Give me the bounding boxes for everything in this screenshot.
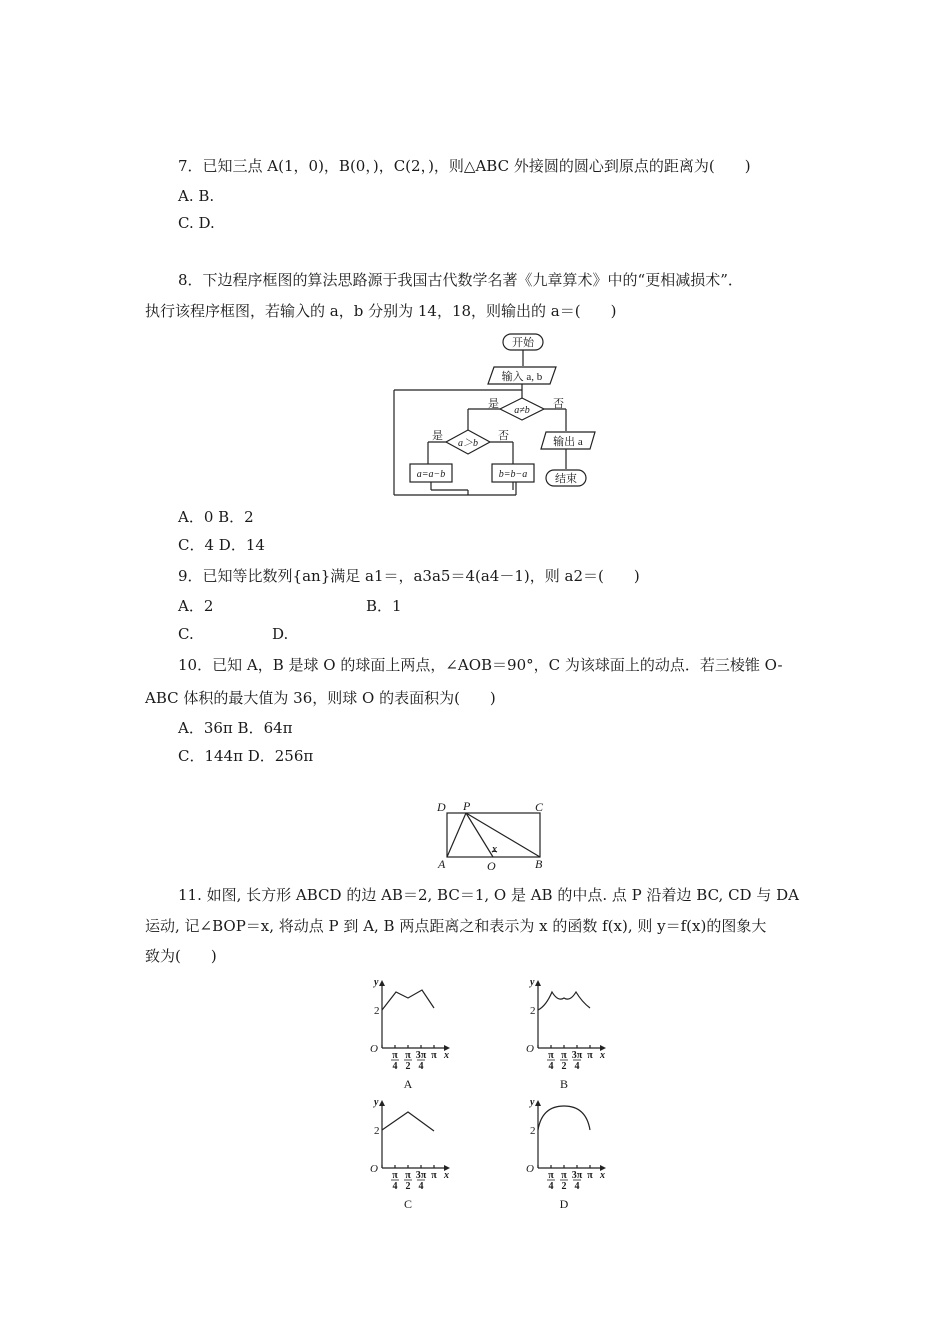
x-tick-label-numerator: π bbox=[405, 1050, 411, 1061]
x-tick-label-numerator: π bbox=[548, 1050, 554, 1061]
flow-yes-label-2: 是 bbox=[432, 430, 443, 442]
x-tick-label-numerator: π bbox=[561, 1050, 567, 1061]
rectangle-figure bbox=[434, 798, 554, 874]
x-tick-label-denominator: 2 bbox=[405, 1061, 411, 1072]
flow-yes-label-1: 是 bbox=[488, 398, 499, 410]
x-tick-label-pi: π bbox=[431, 1050, 437, 1061]
x-tick-label-denominator: 2 bbox=[405, 1181, 411, 1192]
x-axis-label: x bbox=[600, 1170, 605, 1181]
segment-ap bbox=[447, 813, 466, 857]
y-axis-label: y bbox=[374, 977, 379, 988]
y-tick-label-2: 2 bbox=[530, 1005, 536, 1017]
y-tick-label-2: 2 bbox=[530, 1125, 536, 1137]
graph-option-d bbox=[522, 1098, 612, 1210]
graph-option-a bbox=[366, 978, 456, 1090]
function-curve bbox=[382, 1112, 434, 1131]
y-axis-arrow bbox=[379, 1100, 385, 1106]
label-c: C bbox=[535, 800, 544, 814]
segment-pb bbox=[466, 813, 540, 857]
origin-label: O bbox=[526, 1163, 534, 1175]
x-axis-label: x bbox=[444, 1050, 449, 1061]
flow-cond1-text: a≠b bbox=[514, 405, 530, 416]
q8-options-ab: A．0 B．2 bbox=[178, 508, 254, 526]
y-axis-arrow bbox=[379, 980, 385, 986]
label-a: A bbox=[438, 857, 446, 871]
graph-caption: B bbox=[559, 1077, 569, 1091]
x-tick-label-numerator: π bbox=[548, 1170, 554, 1181]
q10-options-cd: C．144π D．256π bbox=[178, 747, 314, 765]
q9-option-c: C. bbox=[178, 625, 194, 643]
q7-stem: 7．已知三点 A(1，0)，B(0，)，C(2，)，则△ABC 外接圆的圆心到原点的距离为( ) bbox=[178, 157, 751, 175]
x-tick-label-denominator: 4 bbox=[548, 1181, 554, 1192]
origin-label: O bbox=[370, 1043, 378, 1055]
x-tick-label-numerator: π bbox=[392, 1170, 398, 1181]
label-b: B bbox=[535, 857, 543, 871]
q7-options-ab: A. B. bbox=[178, 187, 215, 205]
origin-label: O bbox=[526, 1043, 534, 1055]
x-tick-label-denominator: 4 bbox=[548, 1061, 554, 1072]
flow-no-label-2: 否 bbox=[498, 430, 509, 442]
label-p: P bbox=[463, 799, 471, 813]
q10-options-ab: A．36π B．64π bbox=[178, 719, 293, 737]
x-tick-label-numerator: π bbox=[561, 1170, 567, 1181]
flow-assign-b-text: b=b−a bbox=[498, 469, 528, 480]
label-d: D bbox=[437, 800, 446, 814]
x-tick-label-denominator: 4 bbox=[574, 1181, 580, 1192]
q7-options-cd: C. D. bbox=[178, 214, 215, 232]
function-curve bbox=[382, 990, 434, 1010]
x-tick-label-pi: π bbox=[587, 1050, 593, 1061]
q10-stem-line2: ABC 体积的最大值为 36，则球 O 的表面积为( ) bbox=[145, 689, 496, 707]
y-tick-label-2: 2 bbox=[374, 1125, 380, 1137]
flow-cond2-text: a＞b bbox=[458, 438, 478, 449]
label-x: x bbox=[492, 844, 497, 855]
q11-stem-line2: 运动, 记∠BOP＝x, 将动点 P 到 A, B 两点距离之和表示为 x 的函数 f(x), 则 y＝f(x)的图象大 bbox=[145, 917, 767, 935]
q9-option-b: B．1 bbox=[366, 597, 402, 615]
x-tick-label-denominator: 4 bbox=[392, 1061, 398, 1072]
x-tick-label-numerator: 3π bbox=[571, 1050, 583, 1061]
graph-caption: D bbox=[559, 1197, 569, 1211]
q9-option-a: A．2 bbox=[178, 597, 214, 615]
flowchart bbox=[388, 330, 603, 498]
y-axis-label: y bbox=[374, 1097, 379, 1108]
y-axis-label: y bbox=[530, 977, 535, 988]
flow-no-label-1: 否 bbox=[553, 398, 564, 410]
label-o: O bbox=[487, 859, 496, 873]
flow-start-text: 开始 bbox=[512, 337, 534, 349]
x-tick-label-denominator: 4 bbox=[418, 1061, 424, 1072]
graph-caption: A bbox=[403, 1077, 413, 1091]
q8-stem-line2: 执行该程序框图，若输入的 a，b 分别为 14，18，则输出的 a＝( ) bbox=[145, 302, 617, 320]
x-tick-label-denominator: 4 bbox=[574, 1061, 580, 1072]
origin-label: O bbox=[370, 1163, 378, 1175]
x-tick-label-numerator: π bbox=[392, 1050, 398, 1061]
x-tick-label-denominator: 4 bbox=[392, 1181, 398, 1192]
graph-option-c bbox=[366, 1098, 456, 1210]
y-tick-label-2: 2 bbox=[374, 1005, 380, 1017]
graph-caption: C bbox=[403, 1197, 413, 1211]
function-curve bbox=[538, 992, 590, 1010]
q11-stem-line3: 致为( ) bbox=[145, 947, 217, 965]
q9-stem: 9．已知等比数列{an}满足 a1＝，a3a5＝4(a4－1)，则 a2＝( ) bbox=[178, 567, 640, 585]
y-axis-arrow bbox=[535, 1100, 541, 1106]
flow-end-text: 结束 bbox=[555, 473, 577, 485]
function-curve bbox=[538, 1106, 590, 1130]
x-tick-label-pi: π bbox=[431, 1170, 437, 1181]
y-axis-label: y bbox=[530, 1097, 535, 1108]
x-tick-label-denominator: 2 bbox=[561, 1181, 567, 1192]
flow-input-text: 输入 a, b bbox=[501, 371, 543, 383]
flow-output-text: 输出 a bbox=[553, 436, 583, 448]
q9-option-d: D. bbox=[272, 625, 289, 643]
y-axis-arrow bbox=[535, 980, 541, 986]
q8-stem-line1: 8．下边程序框图的算法思路源于我国古代数学名著《九章算术》中的“更相减损术”． bbox=[178, 271, 743, 289]
x-tick-label-denominator: 4 bbox=[418, 1181, 424, 1192]
graph-option-b bbox=[522, 978, 612, 1090]
x-axis-label: x bbox=[444, 1170, 449, 1181]
x-axis-label: x bbox=[600, 1050, 605, 1061]
q8-options-cd: C．4 D．14 bbox=[178, 536, 265, 554]
x-tick-label-numerator: 3π bbox=[415, 1170, 427, 1181]
flow-assign-a-text: a=a−b bbox=[416, 469, 446, 480]
x-tick-label-pi: π bbox=[587, 1170, 593, 1181]
x-tick-label-numerator: 3π bbox=[415, 1050, 427, 1061]
q10-stem-line1: 10．已知 A，B 是球 O 的球面上两点，∠AOB＝90°，C 为该球面上的动点．若三棱锥 O- bbox=[178, 656, 783, 674]
x-tick-label-numerator: π bbox=[405, 1170, 411, 1181]
x-tick-label-numerator: 3π bbox=[571, 1170, 583, 1181]
x-tick-label-denominator: 2 bbox=[561, 1061, 567, 1072]
segment-po bbox=[466, 813, 493, 857]
q11-stem-line1: 11. 如图, 长方形 ABCD 的边 AB＝2, BC＝1, O 是 AB 的中点. 点 P 沿着边 BC, CD 与 DA bbox=[178, 886, 799, 904]
